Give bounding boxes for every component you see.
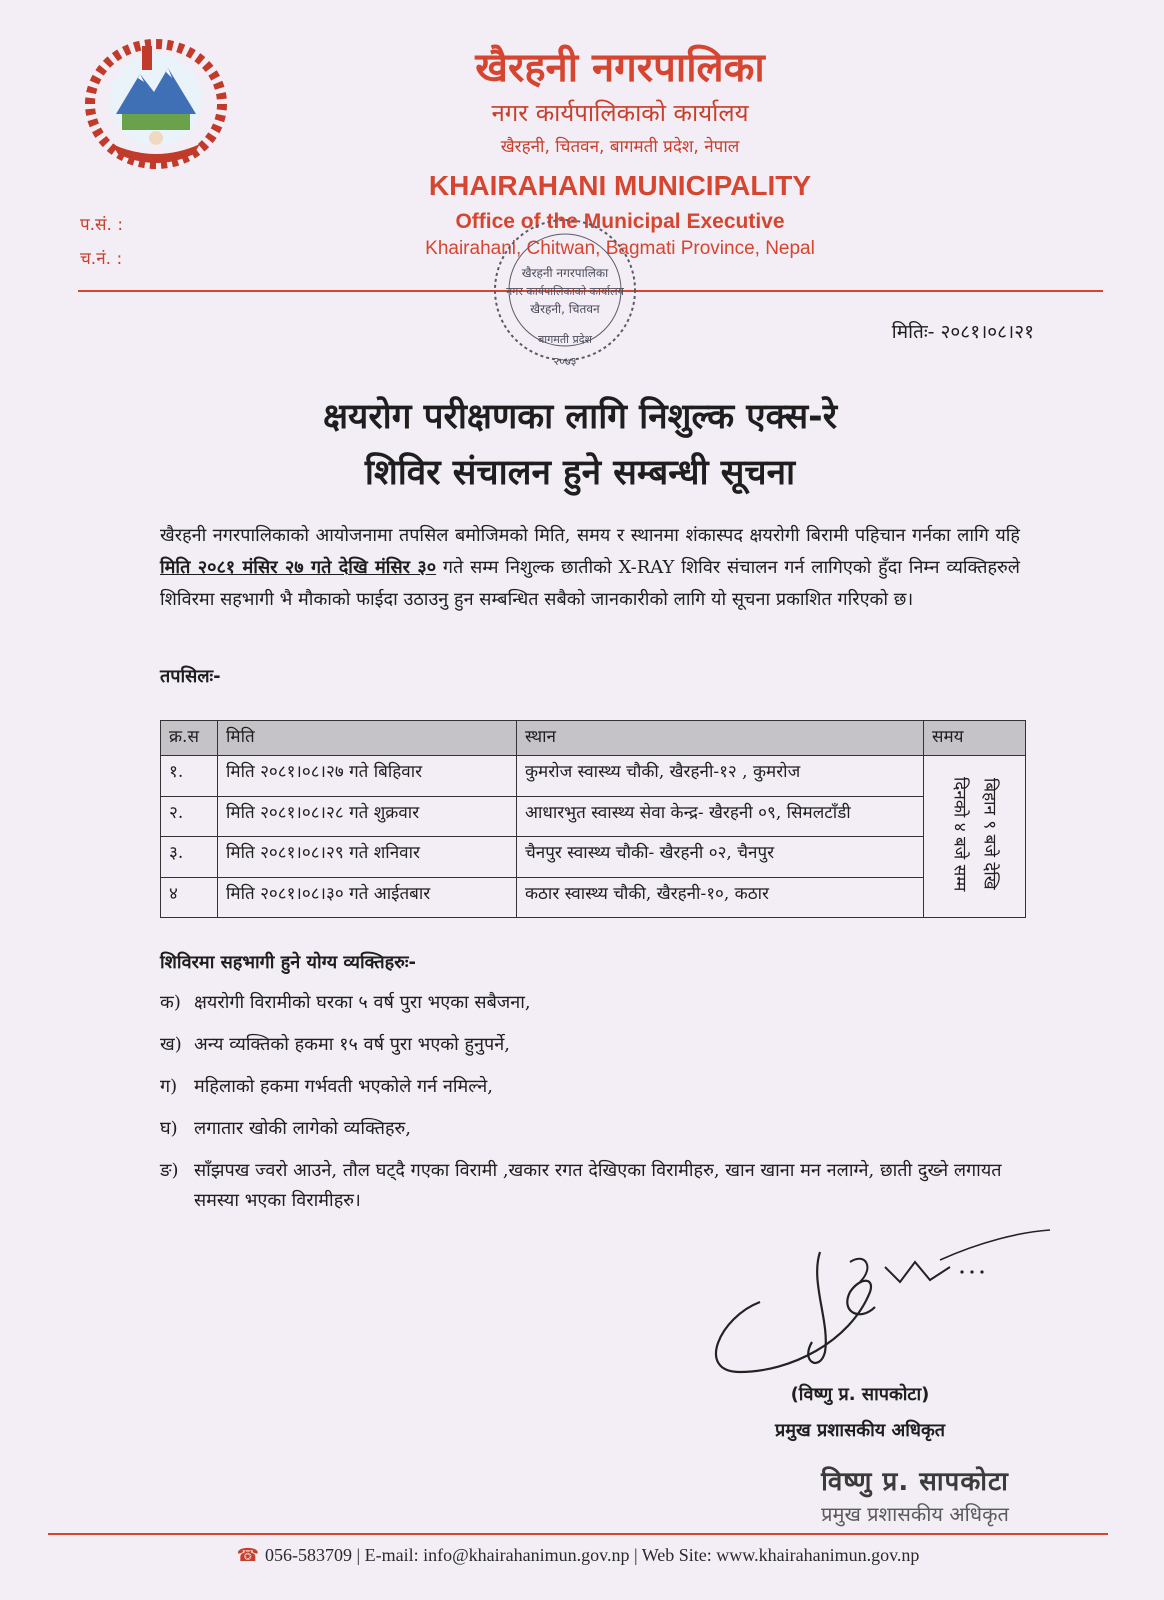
eligibility-heading: शिविरमा सहभागी हुने योग्य व्यक्तिहरुः- xyxy=(160,952,417,973)
stamp-line-4: बागमती प्रदेश xyxy=(537,333,593,346)
stamp-line-5: २०७३ xyxy=(553,355,577,368)
table-row xyxy=(161,877,1026,918)
list-item xyxy=(160,1114,1040,1144)
header-date: मिति xyxy=(218,721,517,756)
cell-serial: ३. xyxy=(161,837,218,878)
header-time: समय xyxy=(924,721,1026,756)
list-marker: ग) xyxy=(160,1076,178,1097)
office-title-np: नगर कार्यपालिकाको कार्यालय xyxy=(491,99,749,127)
header-place: स्थान xyxy=(517,721,924,756)
list-marker: ङ) xyxy=(160,1160,179,1181)
list-text: क्षयरोगी विरामीको घरका ५ वर्ष पुरा भएका सबैजना, xyxy=(194,992,531,1013)
office-stamp-icon xyxy=(470,215,655,385)
list-item xyxy=(160,1072,1040,1102)
eligibility-list xyxy=(160,988,1040,1228)
table-row xyxy=(161,756,1026,797)
cell-serial: २. xyxy=(161,796,218,837)
address-en: Khairahani, Chitwan, Bagmati Province, Nepal xyxy=(425,238,815,259)
municipality-title-np: खैरहनी नगरपालिका xyxy=(475,45,765,91)
phone-icon: ☎ xyxy=(236,1545,260,1565)
cell-place: चैनपुर स्वास्थ्य चौकी- खैरहनी ०२, चैनपुर xyxy=(517,837,924,878)
office-title-en: Office of the Municipal Executive xyxy=(455,210,785,233)
municipality-title-en: KHAIRAHANI MUNICIPALITY xyxy=(428,170,812,201)
header-serial: क्र.स xyxy=(161,721,218,756)
cell-time xyxy=(924,756,1026,918)
list-text: साँझपख ज्वरो आउने, तौल घट्दै गएका विरामी ,खकार रगत देखिएका विरामीहरु, खान खाना मन नलाग्ने, छाती दुख्ने लगायत समस्या भएका विरामीहरु। xyxy=(194,1160,1002,1211)
cell-date: मिति २०८१।०८।३० गते आईतबार xyxy=(218,877,517,918)
stamp-line-1: खैरहनी नगरपालिका xyxy=(521,266,609,280)
cell-serial: १. xyxy=(161,756,218,797)
camp-schedule-table xyxy=(160,720,1026,918)
signer-name: (विष्णु प्र. सापकोटा) xyxy=(790,1384,930,1405)
cell-place: कठार स्वास्थ्य चौकी, खैरहनी-१०, कठार xyxy=(517,877,924,918)
footer-divider xyxy=(48,1533,1108,1535)
notice-date: मितिः- २०८१।०८।२१ xyxy=(891,321,1034,343)
cell-serial: ४ xyxy=(161,877,218,918)
list-marker: क) xyxy=(160,992,181,1013)
nepal-emblem-icon xyxy=(82,34,230,172)
cell-place: कुमरोज स्वास्थ्य चौकी, खैरहनी-१२ , कुमरोज xyxy=(517,756,924,797)
camp-time-text: बिहान ९ बजे देखि दिनको ४ बजे सम्म xyxy=(949,776,1000,892)
footer-contact xyxy=(48,1545,1108,1566)
list-item xyxy=(160,1156,1040,1216)
handwritten-signature-icon xyxy=(700,1222,1080,1392)
list-item xyxy=(160,988,1040,1018)
list-marker: ख) xyxy=(160,1034,182,1055)
notice-body-part-1: खैरहनी नगरपालिकाको आयोजनामा तपसिल बमोजिमको मिति, समय र स्थानमा शंकास्पद क्षयरोगी बिरामी पहिचान गर्नका लागि यहि xyxy=(160,525,1020,546)
notice-body xyxy=(160,520,1020,616)
address-np: खैरहनी, चितवन, बागमती प्रदेश, नेपाल xyxy=(500,137,740,157)
list-marker: घ) xyxy=(160,1118,178,1139)
notice-title-line-2: शिविर संचालन हुने सम्बन्धी सूचना xyxy=(364,453,796,493)
cell-date: मिति २०८१।०८।२८ गते शुक्रवार xyxy=(218,796,517,837)
seal-designation: प्रमुख प्रशासकीय अधिकृत xyxy=(821,1502,1009,1526)
stamp-line-3: खैरहनी, चितवन xyxy=(530,302,600,316)
list-text: अन्य व्यक्तिको हकमा १५ वर्ष पुरा भएको हुनुपर्ने, xyxy=(194,1034,510,1055)
notice-body-date-range: मिति २०८१ मंसिर २७ गते देखि मंसिर ३० xyxy=(160,557,437,578)
list-item xyxy=(160,1030,1040,1060)
signer-designation: प्रमुख प्रशासकीय अधिकृत xyxy=(774,1420,946,1441)
table-header-row xyxy=(161,721,1026,756)
notice-title-line-1: क्षयरोग परीक्षणका लागि निशुल्क एक्स-रे xyxy=(322,397,838,437)
table-row xyxy=(161,796,1026,837)
cell-date: मिति २०८१।०८।२७ गते बिहिवार xyxy=(218,756,517,797)
reference-number-label: प.सं. : xyxy=(80,215,124,235)
dispatch-number-label: च.नं. : xyxy=(80,249,123,269)
stamp-line-2: नगर कार्यपालिकाको कार्यालय xyxy=(506,285,624,298)
footer-text: 056-583709 | E-mail: info@khairahanimun.gov.np | Web Site: www.khairahanimun.gov.np xyxy=(265,1545,920,1565)
cell-date: मिति २०८१।०८।२९ गते शनिवार xyxy=(218,837,517,878)
cell-place: आधारभुत स्वास्थ्य सेवा केन्द्र- खैरहनी ०९, सिमलटाँडी xyxy=(517,796,924,837)
seal-name: विष्णु प्र. सापकोटा xyxy=(821,1467,1009,1497)
list-text: महिलाको हकमा गर्भवती भएकोले गर्न नमिल्ने, xyxy=(194,1076,494,1097)
list-text: लगातार खोकी लागेको व्यक्तिहरु, xyxy=(194,1118,412,1139)
details-label: तपसिलः- xyxy=(160,666,221,687)
notice-body-part-2: गते सम्म निशुल्क छातीको X-RAY शिविर संचालन गर्न लागिएको हुँदा निम्न व्यक्तिहरुले शिविरमा सहभागी भै मौकाको फाईदा उठाउनु हुन सम्बन्धित सबैको जानकारीको लागि यो सूचना प्रकाशित गरिएको छ। xyxy=(160,557,1021,610)
table-row xyxy=(161,837,1026,878)
